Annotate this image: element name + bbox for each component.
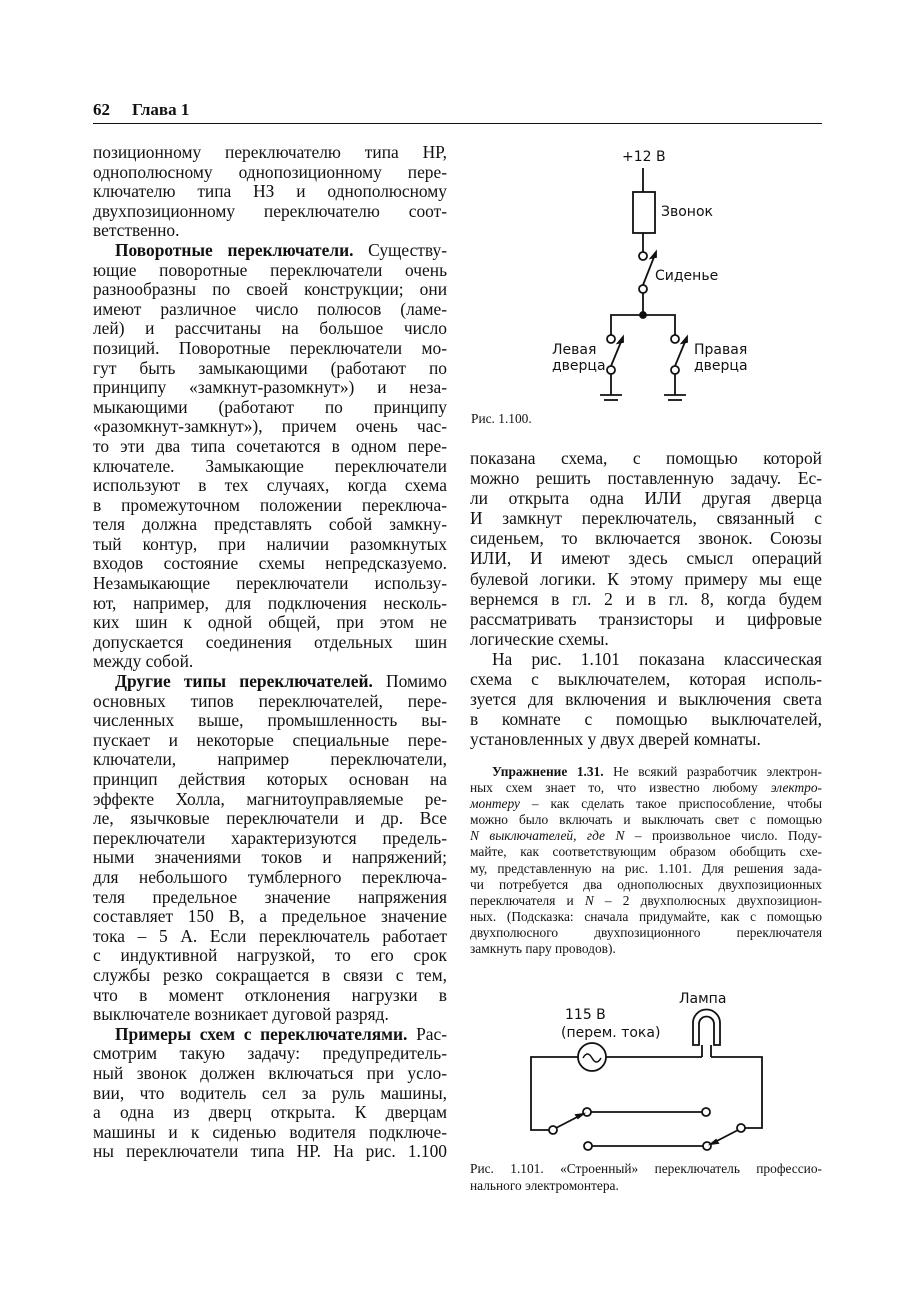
text-line: гут быть замыкающими (работают по [93,357,447,378]
text-line: то эти два типа сочетаются в одном пере- [93,435,447,456]
text-line: разнообразны по своей конструкции; они [93,279,447,300]
caption-line: Рис. 1.101. «Строенный» переключатель профессио- [470,1161,822,1176]
page-number: 62 [93,100,110,119]
right-door-label-1: Правая [694,342,748,358]
text-line: можно решить поставленную задачу. Ес- [470,468,822,489]
seat-label: Сиденье [655,268,719,284]
voltage-label: 115 В [565,1007,606,1023]
text-line: лей) и рассчитаны на большое число [93,318,447,339]
text-line: однополюсному однопозиционному пере- [93,161,447,182]
text-line: тый контур, при наличии разомкнутых [93,533,447,554]
text-line: ными значениями токов и напряжений; [93,847,447,868]
text-line: И замкнут переключатель, связанный с [470,508,822,529]
text-line: для небольшого тумблерного переключа- [93,866,447,887]
text-line: входов состояние схемы непредсказуемо. [93,553,447,574]
text-line: вернемся в гл. 2 и в гл. 8, когда будем [470,588,822,609]
text-line: ключатели, например переключатели, [93,749,447,770]
voltage-note: (перем. тока) [561,1025,661,1041]
exercise-line: можно было включать и выключать свет с помощью [470,812,822,828]
text-line: тока – 5 А. Если переключатель работает [93,925,447,946]
exercise-line: ных. (Подсказка: сначала придумайте, как с помощью [470,908,822,924]
text-line: службы резко сокращается в связи с тем, [93,964,447,985]
exercise-line: Упражнение 1.31. Не всякий разработчик электрон- [492,764,822,779]
text-line: ли открыта одна ИЛИ другая дверца [470,488,822,509]
text-line: что в момент отклонения нагрузки в [93,984,447,1005]
lamp-symbol [693,1010,720,1046]
text-line: теля предельное значение напряжения [93,886,447,907]
text-line: логические схемы. [470,628,609,649]
text-line: ют, например, для подключения несколь- [93,592,447,613]
text-line: принцип действия которых основан на [93,769,447,789]
exercise-label: Упражнение 1.31. [492,764,604,779]
text-line: ющие поворотные переключатели очень [93,259,447,280]
line-text: Помимо [372,671,447,692]
exercise-line: N выключателей, где N – произвольное число. Поду- [470,828,822,844]
text-line: переключатели характеризуются предель- [93,827,447,848]
exercise-line: монтеру – как сделать такое приспособление, чтобы [470,796,822,812]
text-line: принципу «замкнут-разомкнут») и неза- [93,377,447,398]
exercise-line: двухполюсного двухпозиционного переключателя [470,924,822,940]
caption-line: нального электромонтера. [470,1178,619,1193]
text-line: сиденьем, то включается звонок. Союзы [470,528,822,549]
text-line: смотрим такую задачу: предупредитель- [93,1043,447,1064]
text-line: ключателю типа НЗ и однополюсному [93,181,447,202]
exercise-line: ных схем знает то, что известно любому электро- [470,780,822,796]
exercise-line: переключателя и N – 2 двухполюсных двухпозицион- [470,892,822,908]
text-line: составляет 150 В, а предельное значение [93,906,447,927]
right-door-label-2: дверца [694,358,748,374]
text-line: На рис. 1.101 показана классическая [492,648,822,669]
text-line: в комнате с помощью выключателей, [470,709,822,730]
text-line: допускается соединения отдельных шин [93,631,447,652]
paragraph-lead: Примеры схем с переключателями. [115,1023,408,1044]
text-line: зуется для включения и выключения света [470,689,822,710]
text-line: ИЛИ, И имеют здесь смысл операций [470,548,822,569]
text-line: ле, язычковые переключатели и др. Все [93,808,447,829]
text-line: булевой логики. К этому примеру мы еще [470,568,822,589]
bell-label: Звонок [661,204,713,220]
text-line: ны переключатели типа НР. На рис. 1.100 [93,1141,447,1162]
text-line: вии, что водитель сел за руль машины, [93,1082,447,1103]
line-text: Рас- [407,1023,448,1044]
text-line: установленных у двух дверей комнаты. [470,729,761,750]
text-line: позиций. Поворотные переключатели мо- [93,337,447,358]
left-door-label-1: Левая [552,342,597,358]
paragraph-lead: Поворотные переключатели. [115,239,354,260]
text-line: ветственно. [93,220,180,241]
text-line: основных типов переключателей, пере- [93,690,447,711]
text-line: показана схема, с помощью которой [470,448,822,468]
text-line: численных выше, промышленность вы- [93,710,447,731]
line-text: Существу- [353,239,447,260]
text-line: ких шин к одной общей, при этом не [93,612,447,633]
lamp-label: Лампа [679,991,727,1007]
text-line: схема с выключателем, которая исполь- [470,669,822,690]
text-line: двухпозиционному переключателю соот- [93,200,447,221]
text-line: в промежуточном положении переключа- [93,494,447,515]
text-line: эффекте Холла, магнитоуправляемые ре- [93,788,447,809]
text-line: пускает и некоторые специальные пере- [93,729,447,750]
figure-1-101-caption [470,1160,822,1194]
text-line: «разомкнут-замкнут»), причем очень час- [93,416,447,437]
text-line: используют в тех случаях, когда схема [93,475,447,496]
text-line: мыкающими (работают по принципу [93,396,447,417]
chapter-title: Глава 1 [132,100,190,119]
text-line: имеют различное число полюсов (ламе- [93,298,447,319]
exercise-line: майте, как соответствующим образом обобщить схе- [470,844,822,860]
text-line: а одна из дверц открыта. К дверцам [93,1102,447,1123]
supply-label: +12 В [622,149,666,165]
text-line: между собой. [93,651,194,672]
text-line: ный звонок должен включаться при усло- [93,1062,447,1083]
exercise-line: замкнуть пару проводов). [470,941,616,957]
left-door-label-2: дверца [552,358,606,374]
text-line: ключателе. Замыкающие переключатели [93,455,447,476]
text-line: позиционному переключателю типа НР, [93,142,447,162]
text-line: машины и к сиденью водителя подключе- [93,1121,447,1142]
figure-1-100-caption: Рис. 1.100. [471,411,532,426]
exercise-line: чи потребуется два однополюсных двухпозиционных [470,876,822,892]
text-line: Незамыкающие переключатели использу- [93,573,447,594]
exercise-line: му, представленную на рис. 1.101. Для решения зада- [470,860,822,876]
paragraph-lead: Другие типы переключателей. [115,671,373,692]
text-line: выключателе возникает дуговой разряд. [93,1004,389,1025]
text-line: с индуктивной нагрузкой, то его срок [93,945,447,966]
text-line: рассматривать транзисторы и цифровые [470,608,822,629]
text-line: теля должна представлять собой замкну- [93,514,447,535]
